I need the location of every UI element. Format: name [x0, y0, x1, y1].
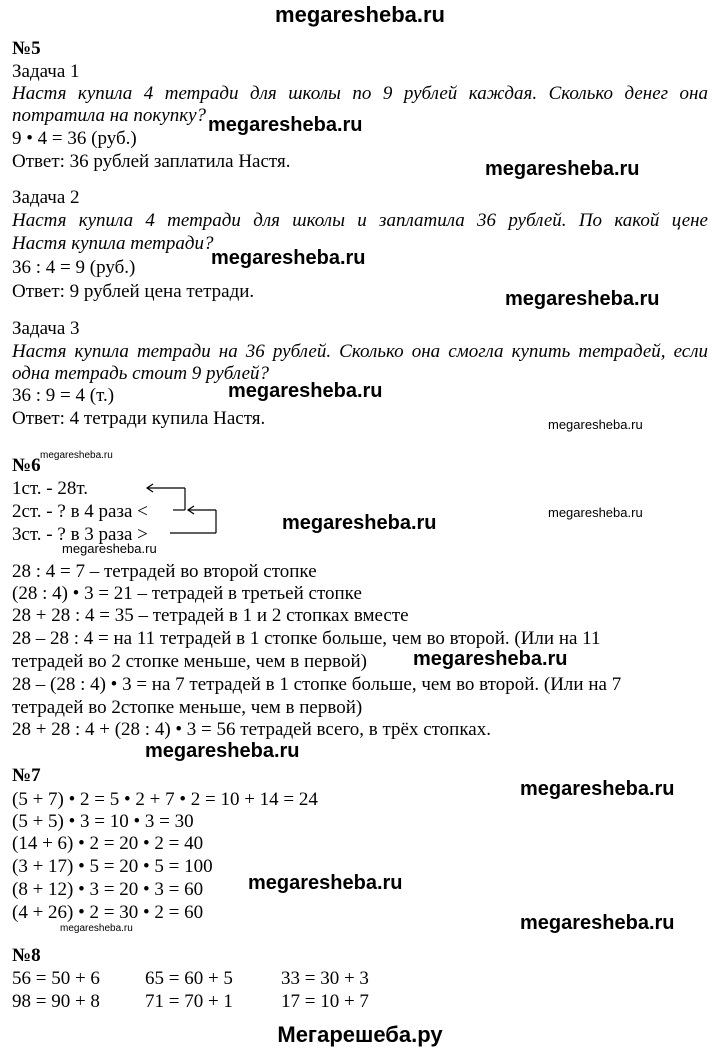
task8-cell: 33 = 30 + 3: [281, 968, 369, 989]
watermark: megaresheba.ru: [228, 380, 383, 402]
task5-1-title: Задача 1: [12, 61, 80, 82]
watermark: megaresheba.ru: [520, 912, 675, 934]
task5-1-question-line1: Настя купила 4 тетради для школы по 9 рублей каждая. Сколько денег она: [12, 83, 708, 104]
watermark: megaresheba.ru: [413, 648, 568, 670]
task7-row: (4 + 26) • 2 = 30 • 2 = 60: [12, 902, 204, 923]
watermark: megaresheba.ru: [505, 288, 660, 310]
task6-line3: 28 + 28 : 4 = 35 – тетрадей в 1 и 2 стопках вместе: [12, 605, 409, 626]
task6-line1: 28 : 4 = 7 – тетрадей во второй стопке: [12, 561, 317, 582]
watermark: megaresheba.ru: [548, 417, 643, 432]
task5-2-question-line2: Настя купила тетради?: [12, 233, 214, 254]
task6-line8: 28 + 28 : 4 + (28 : 4) • 3 = 56 тетрадей всего, в трёх стопках.: [12, 719, 491, 740]
watermark: megaresheba.ru: [485, 158, 640, 180]
task8-cell: 17 = 10 + 7: [281, 991, 369, 1012]
task5-1-question-line2: потратила на покупку?: [12, 105, 207, 126]
stack1-condition: 1ст. - 28т.: [12, 478, 89, 499]
task5-2-answer: Ответ: 9 рублей цена тетради.: [12, 281, 255, 302]
task8-cell: 65 = 60 + 5: [145, 968, 233, 989]
task5-3-question-line2: одна тетрадь стоит 9 рублей?: [12, 363, 270, 384]
task6-line7: тетрадей во 2стопке меньше, чем в первой): [12, 697, 363, 718]
task8-cell: 71 = 70 + 1: [145, 991, 233, 1012]
watermark: megaresheba.ru: [548, 505, 643, 520]
task8-heading: №8: [12, 945, 41, 966]
task7-row: (14 + 6) • 2 = 20 • 2 = 40: [12, 833, 204, 854]
task8-cell: 98 = 90 + 8: [12, 991, 100, 1012]
site-footer: Мегарешеба.ру: [277, 1022, 443, 1047]
task5-2-question-line1: Настя купила 4 тетради для школы и заплатила 36 рублей. По какой цене: [12, 210, 708, 231]
task5-3-question-line1: Настя купила тетради на 36 рублей. Сколько она смогла купить тетрадей, если: [12, 341, 708, 362]
task6-line4: 28 – 28 : 4 = на 11 тетрадей в 1 стопке больше, чем во второй. (Или на 11: [12, 628, 601, 649]
watermark: megaresheba.ru: [208, 114, 363, 136]
task7-heading: №7: [12, 765, 41, 786]
task7-row: (5 + 7) • 2 = 5 • 2 + 7 • 2 = 10 + 14 = 24: [12, 789, 318, 810]
task6-line6: 28 – (28 : 4) • 3 = на 7 тетрадей в 1 стопке больше, чем во второй. (Или на 7: [12, 674, 622, 695]
stack2-condition: 2ст. - ? в 4 раза <: [12, 501, 148, 522]
task5-1-answer: Ответ: 36 рублей заплатила Настя.: [12, 151, 291, 172]
task7-row: (8 + 12) • 3 = 20 • 3 = 60: [12, 879, 204, 900]
task5-2-calculation: 36 : 4 = 9 (руб.): [12, 257, 136, 278]
watermark: megaresheba.ru: [40, 450, 113, 461]
task5-3-calculation: 36 : 9 = 4 (т.): [12, 385, 115, 406]
watermark: megaresheba.ru: [62, 541, 157, 556]
arrow-stack2-to-stack1: [147, 484, 185, 510]
task6-heading: №6: [12, 455, 41, 476]
task5-2-title: Задача 2: [12, 187, 80, 208]
watermark: megaresheba.ru: [60, 923, 133, 934]
task5-3-title: Задача 3: [12, 318, 80, 339]
task7-row: (5 + 5) • 3 = 10 • 3 = 30: [12, 811, 194, 832]
task7-row: (3 + 17) • 5 = 20 • 5 = 100: [12, 856, 213, 877]
task6-line5: тетрадей во 2 стопке меньше, чем в первой): [12, 651, 367, 672]
task6-line2: (28 : 4) • 3 = 21 – тетрадей в третьей стопке: [12, 583, 362, 604]
watermark: megaresheba.ru: [145, 740, 300, 762]
task5-heading: №5: [12, 38, 41, 59]
stack3-condition: 3ст. - ? в 3 раза >: [12, 524, 148, 545]
site-header: megaresheba.ru: [275, 2, 445, 27]
watermark: megaresheba.ru: [211, 247, 366, 269]
watermark: megaresheba.ru: [248, 872, 403, 894]
watermark: megaresheba.ru: [282, 512, 437, 534]
task8-cell: 56 = 50 + 6: [12, 968, 100, 989]
task5-1-calculation: 9 • 4 = 36 (руб.): [12, 128, 137, 149]
watermark: megaresheba.ru: [520, 778, 675, 800]
task5-3-answer: Ответ: 4 тетради купила Настя.: [12, 408, 266, 429]
